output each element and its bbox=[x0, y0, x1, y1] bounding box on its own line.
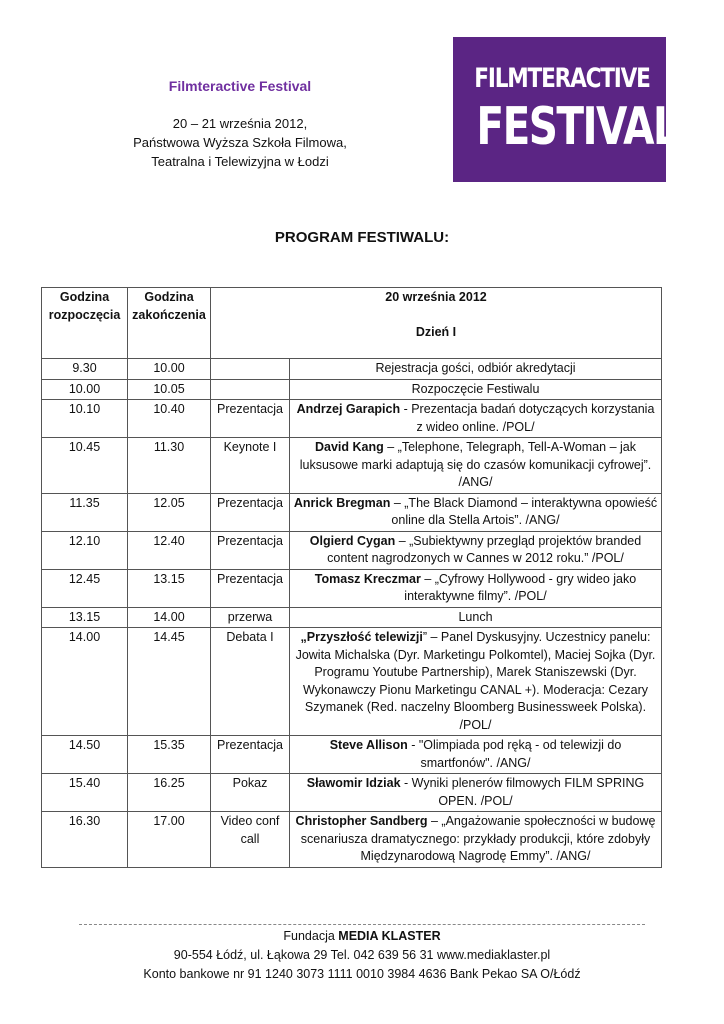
program-table bbox=[41, 287, 662, 868]
day-header bbox=[211, 288, 662, 359]
description-cell bbox=[290, 628, 662, 736]
table-row bbox=[42, 359, 662, 380]
end-time-cell: 13.15 bbox=[128, 569, 211, 607]
table-row bbox=[42, 493, 662, 531]
description-cell bbox=[290, 736, 662, 774]
program-title: PROGRAM FESTIWALU: bbox=[274, 229, 450, 246]
end-time-cell: 12.40 bbox=[128, 531, 211, 569]
description-cell bbox=[290, 438, 662, 494]
table-row bbox=[42, 774, 662, 812]
type-cell bbox=[211, 359, 290, 380]
col-start-header: Godzina rozpoczęcia bbox=[42, 288, 128, 359]
footer bbox=[0, 924, 724, 984]
end-time-cell: 10.05 bbox=[128, 379, 211, 400]
speaker-name: „Przyszłość telewizji bbox=[300, 630, 423, 644]
address-line: 20 – 21 września 2012, bbox=[172, 116, 308, 131]
table-row bbox=[42, 379, 662, 400]
description-cell bbox=[290, 379, 662, 400]
date-label: 20 września 2012 bbox=[385, 290, 487, 304]
session-description: - Prezentacja badań dotyczących korzystania z wideo online. /POL/ bbox=[400, 402, 655, 434]
footer-line-1 bbox=[0, 927, 724, 946]
table-row bbox=[42, 531, 662, 569]
start-time-cell: 12.45 bbox=[42, 569, 128, 607]
start-time-cell: 9.30 bbox=[42, 359, 128, 380]
type-cell: Prezentacja bbox=[211, 400, 290, 438]
start-time-cell: 10.00 bbox=[42, 379, 128, 400]
session-description: – „Cyfrowy Hollywood - gry wideo jako interaktywne filmy”. /POL/ bbox=[404, 571, 637, 603]
festival-logo bbox=[453, 37, 678, 182]
session-description: ” – Panel Dyskusyjny. Uczestnicy panelu: Jowita Michalska (Dyr. Marketingu Polkomtel), Maciej Sojka (Dyr. Programu Youtube Partnership), Marek Staniszewski (Dyr. Wykonawczy Pionu Marketingu CANAL +). Moderacja: Cezary Szymanek (Red. naczelny Bloomberg Businessweek Polska). /POL/ bbox=[295, 630, 656, 732]
table-row bbox=[42, 812, 662, 868]
table-row bbox=[42, 628, 662, 736]
speaker-name: Steve Allison bbox=[329, 738, 408, 752]
address-line: Teatralna i Telewizyjna w Łodzi bbox=[151, 154, 329, 169]
type-cell: Prezentacja bbox=[211, 569, 290, 607]
session-description: Rozpoczęcie Festiwalu bbox=[411, 381, 540, 396]
type-cell: Prezentacja bbox=[211, 736, 290, 774]
footer-foundation-name: MEDIA KLASTER bbox=[338, 929, 441, 943]
footer-foundation-prefix: Fundacja bbox=[283, 929, 339, 943]
session-description: - "Olimpiada pod ręką - od telewizji do smartfonów". /ANG/ bbox=[407, 738, 622, 770]
speaker-name: Anrick Bregman bbox=[293, 495, 391, 510]
start-time-cell: 15.40 bbox=[42, 774, 128, 812]
end-time-cell: 14.45 bbox=[128, 628, 211, 736]
day-label: Dzień I bbox=[415, 324, 457, 339]
session-description: – „The Black Diamond – interaktywna opowieść online dla Stella Artois”. /ANG/ bbox=[390, 495, 658, 527]
table-header-row bbox=[42, 288, 662, 359]
logo-line-1: FILMTERACTIVE bbox=[474, 63, 650, 94]
table-row bbox=[42, 736, 662, 774]
type-cell: Pokaz bbox=[211, 774, 290, 812]
session-description: – „Subiektywny przegląd projektów branded content nagrodzonych w Cannes w 2012 roku.” /POL/ bbox=[327, 533, 642, 565]
description-cell bbox=[290, 812, 662, 868]
logo-line-2: FESTIVAL bbox=[476, 97, 678, 157]
end-time-cell: 17.00 bbox=[128, 812, 211, 868]
festival-header bbox=[110, 78, 370, 171]
description-cell bbox=[290, 531, 662, 569]
start-time-cell: 16.30 bbox=[42, 812, 128, 868]
session-description: Rejestracja gości, odbiór akredytacji bbox=[375, 361, 576, 375]
end-time-cell: 10.00 bbox=[128, 359, 211, 380]
type-cell: Debata I bbox=[211, 628, 290, 736]
end-time-cell: 16.25 bbox=[128, 774, 211, 812]
speaker-name: Olgierd Cygan bbox=[309, 533, 396, 548]
start-time-cell: 13.15 bbox=[42, 607, 128, 628]
col-end-header: Godzina zakończenia bbox=[128, 288, 211, 359]
address-line: Państwowa Wyższa Szkoła Filmowa, bbox=[133, 135, 347, 150]
speaker-name: David Kang bbox=[315, 440, 384, 454]
session-description: Lunch bbox=[458, 609, 493, 624]
end-time-cell: 11.30 bbox=[128, 438, 211, 494]
type-cell: Prezentacja bbox=[211, 531, 290, 569]
end-time-cell: 14.00 bbox=[128, 607, 211, 628]
session-description: – „Angażowanie społeczności w budowę scenariusza dramatycznego: przykłady produkcji, które zdobyły Międzynarodową Nagrodę Emmy”. /ANG/ bbox=[300, 814, 656, 863]
description-cell bbox=[290, 607, 662, 628]
table-row bbox=[42, 569, 662, 607]
description-cell bbox=[290, 400, 662, 438]
end-time-cell: 15.35 bbox=[128, 736, 211, 774]
speaker-name: Sławomir Idziak bbox=[306, 776, 401, 790]
footer-divider bbox=[79, 924, 645, 925]
start-time-cell: 12.10 bbox=[42, 531, 128, 569]
type-cell: Keynote I bbox=[211, 438, 290, 494]
end-time-cell: 10.40 bbox=[128, 400, 211, 438]
speaker-name: Tomasz Kreczmar bbox=[314, 571, 421, 586]
footer-line-2: 90-554 Łódź, ul. Łąkowa 29 Tel. 042 639 56 31 www.mediaklaster.pl bbox=[173, 948, 551, 962]
speaker-name: Andrzej Garapich bbox=[296, 402, 401, 416]
footer-line-3: Konto bankowe nr 91 1240 3073 1111 0010 3984 4636 Bank Pekao SA O/Łódź bbox=[143, 967, 581, 981]
session-description: – „Telephone, Telegraph, Tell-A-Woman – jak luksusowe marki adaptują się do czasów komunikacji cyfrowej”. /ANG/ bbox=[299, 440, 652, 489]
type-cell: przerwa bbox=[211, 607, 290, 628]
speaker-name: Christopher Sandberg bbox=[295, 814, 428, 828]
start-time-cell: 11.35 bbox=[42, 493, 128, 531]
table-row bbox=[42, 400, 662, 438]
start-time-cell: 14.50 bbox=[42, 736, 128, 774]
session-description: - Wyniki plenerów filmowych FILM SPRING OPEN. /POL/ bbox=[400, 776, 645, 808]
description-cell bbox=[290, 774, 662, 812]
end-time-cell: 12.05 bbox=[128, 493, 211, 531]
type-cell: Prezentacja bbox=[211, 493, 290, 531]
description-cell bbox=[290, 493, 662, 531]
type-cell: Video conf call bbox=[211, 812, 290, 868]
table-row bbox=[42, 607, 662, 628]
festival-name: Filmteractive Festival bbox=[168, 78, 312, 94]
table-row bbox=[42, 438, 662, 494]
type-cell bbox=[211, 379, 290, 400]
start-time-cell: 10.45 bbox=[42, 438, 128, 494]
start-time-cell: 10.10 bbox=[42, 400, 128, 438]
description-cell bbox=[290, 569, 662, 607]
description-cell bbox=[290, 359, 662, 380]
start-time-cell: 14.00 bbox=[42, 628, 128, 736]
